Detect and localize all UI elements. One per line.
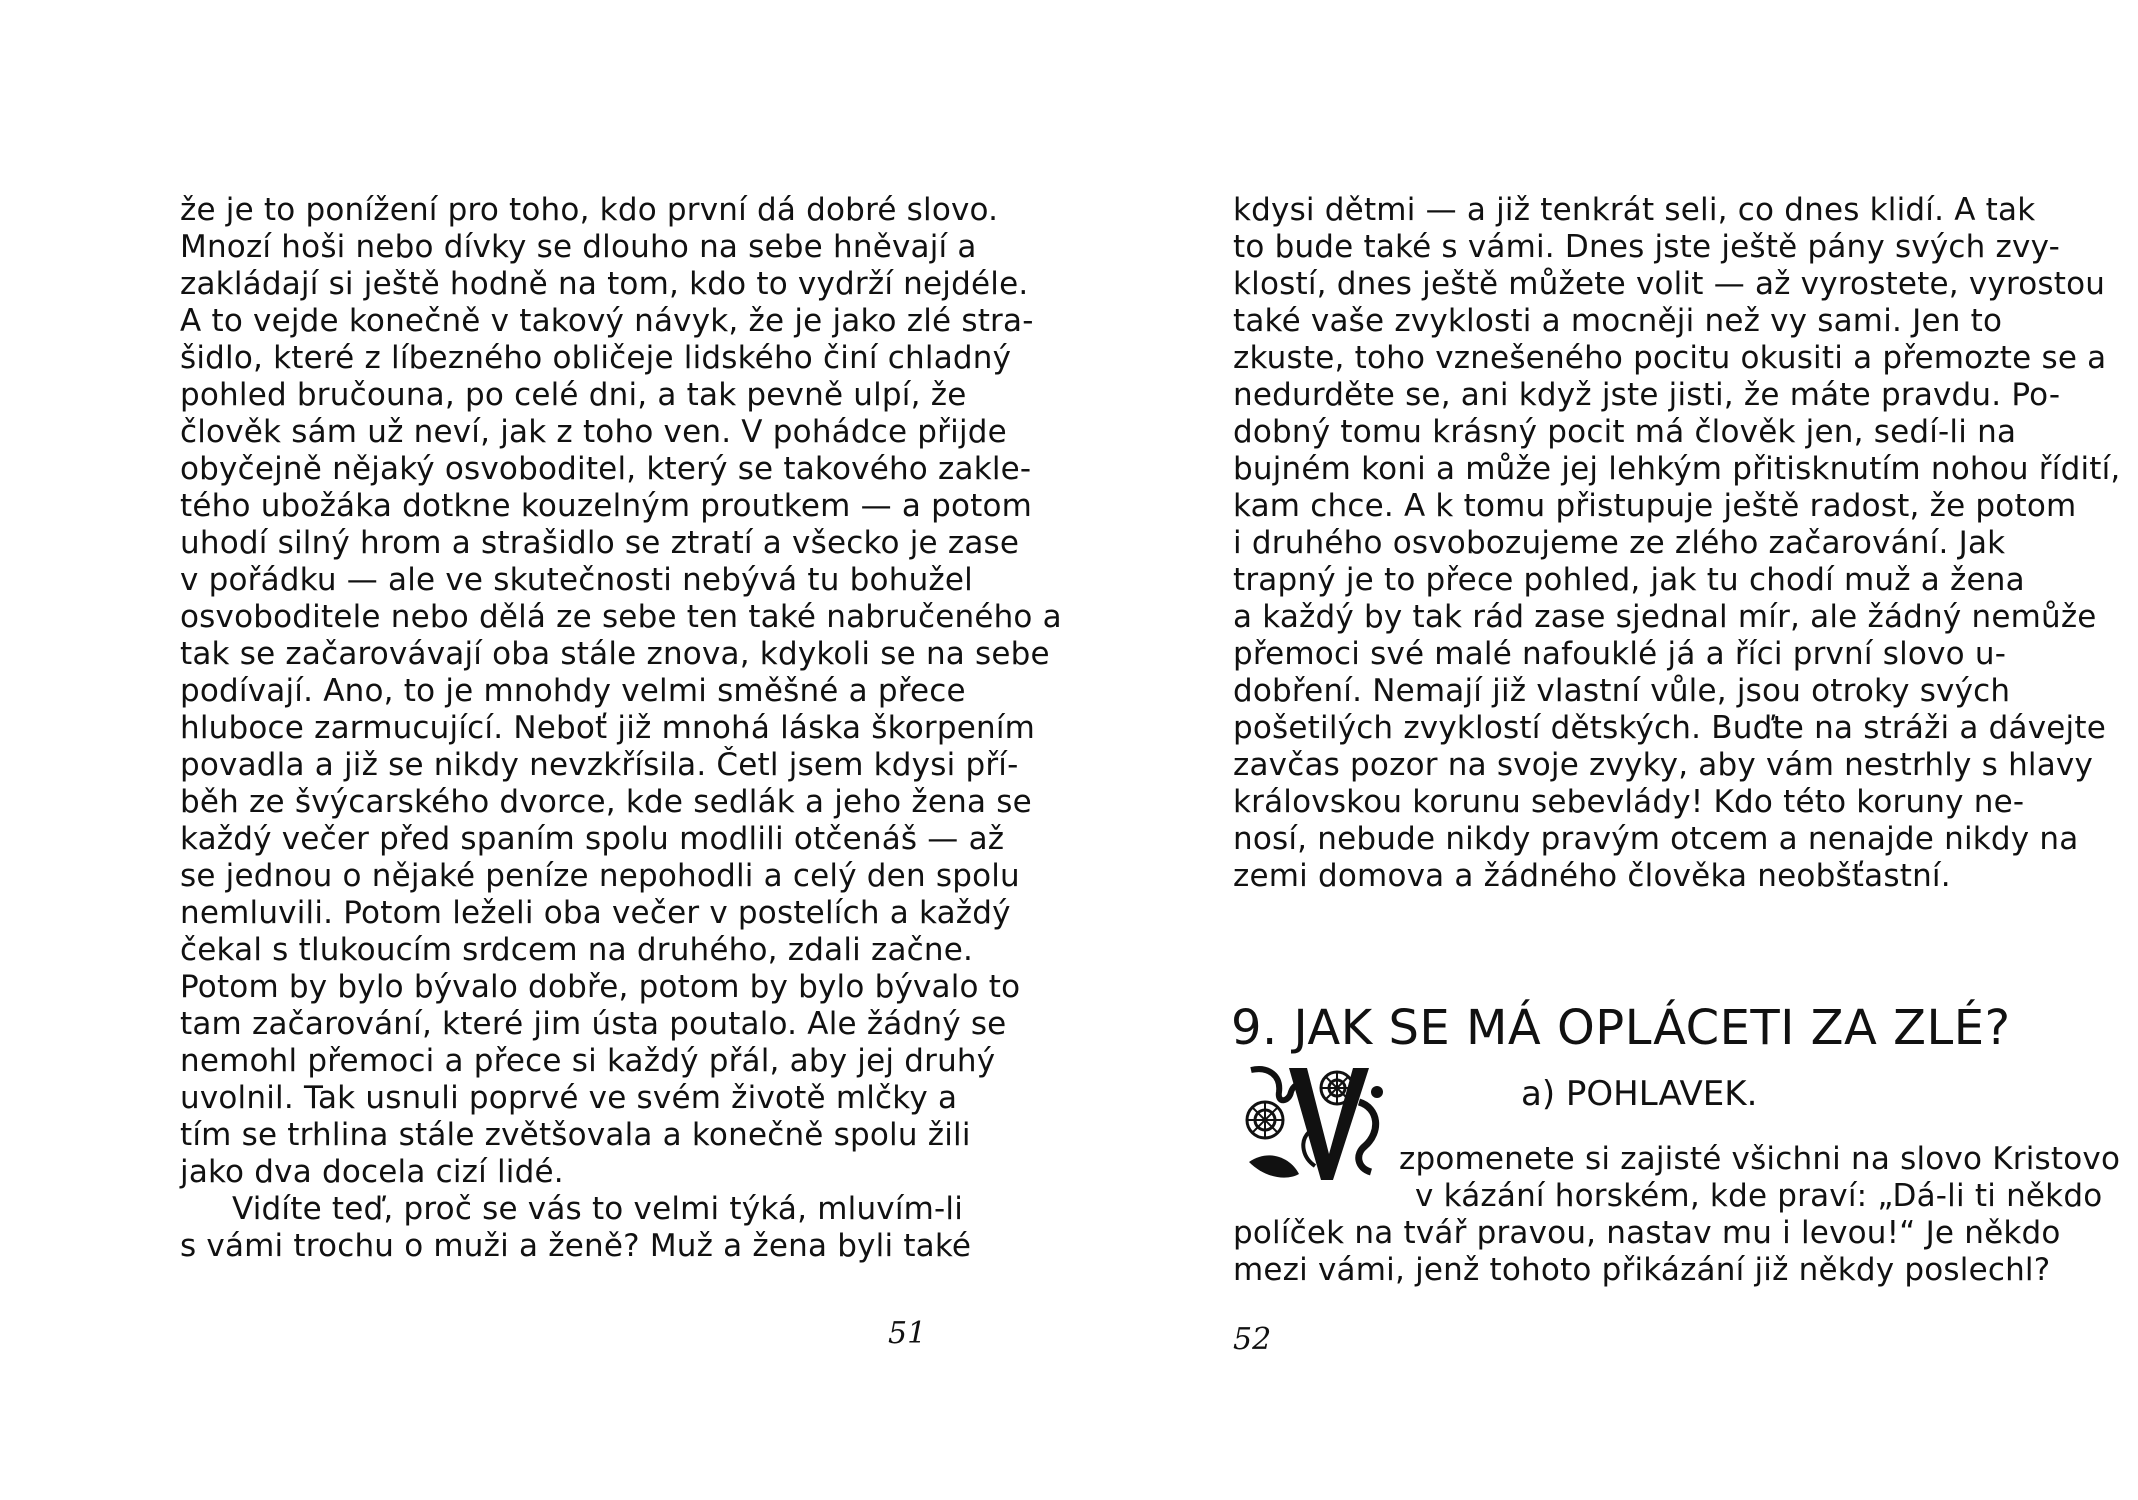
text-line: kam chce. A k tomu přistupuje ještě radost, že potom (1233, 488, 2077, 524)
text-line: v kázání horském, kde praví: „Dá-li ti někdo (1415, 1178, 2103, 1214)
text-line: jako dva docela cizí lidé. (180, 1154, 564, 1190)
text-line: Mnozí hoši nebo dívky se dlouho na sebe hněvají a (180, 229, 977, 265)
text-line: také vaše zvyklosti a mocněji než vy sami. Jen to (1233, 303, 2003, 339)
text-line: dobření. Nemají již vlastní vůle, jsou otroky svých (1233, 673, 2011, 709)
text-line: A to vejde konečně v takový návyk, že je jako zlé stra- (180, 303, 1034, 339)
text-line: mezi vámi, jenž tohoto přikázání již někdy poslechl? (1233, 1252, 2051, 1288)
text-line: a každý by tak rád zase sjednal mír, ale žádný nemůže (1233, 599, 2097, 635)
text-line: to bude také s vámi. Dnes jste ještě pány svých zvy- (1233, 229, 2060, 265)
text-line: nemohl přemoci a přece si každý přál, aby jej druhý (180, 1043, 996, 1079)
text-line: v pořádku — ale ve skutečnosti nebývá tu bohužel (180, 562, 973, 598)
text-line: klostí, dnes ještě můžete volit — až vyrostete, vyrostou (1233, 266, 2106, 302)
text-line: běh ze švýcarského dvorce, kde sedlák a jeho žena se (180, 784, 1032, 820)
text-line: zakládají si ještě hodně na tom, kdo to vydrží nejdéle. (180, 266, 1029, 302)
right-page (1069, 0, 2138, 1500)
text-line: hluboce zarmucující. Neboť již mnohá láska škorpením (180, 710, 1036, 746)
text-line: kdysi dětmi — a již tenkrát seli, co dnes klidí. A tak (1233, 192, 2036, 228)
text-line: uvolnil. Tak usnuli poprvé ve svém životě mlčky a (180, 1080, 958, 1116)
text-line: s vámi trochu o muži a ženě? Muž a žena byli také (180, 1228, 972, 1264)
text-line: zpomenete si zajisté všichni na slovo Kristovo (1399, 1141, 2121, 1177)
page-number: 52 (1233, 1322, 1272, 1357)
text-line: nedurděte se, ani když jste jisti, že máte pravdu. Po- (1233, 377, 2061, 413)
page-number: 51 (888, 1316, 927, 1351)
text-line: políček na tvář pravou, nastav mu i levou!“ Je někdo (1233, 1215, 2061, 1251)
text-line: přemoci své malé nafouklé já a říci první slovo u- (1233, 636, 2007, 672)
text-line: dobný tomu krásný pocit má člověk jen, sedí-li na (1233, 414, 2017, 450)
text-line: obyčejně nějaký osvoboditel, který se takového zakle- (180, 451, 1032, 487)
chapter-title: 9. JAK SE MÁ OPLÁCETI ZA ZLÉ? (1231, 1000, 2011, 1056)
text-line: nemluvili. Potom leželi oba večer v postelích a každý (180, 895, 1011, 931)
text-line: zkuste, toho vznešeného pocitu okusiti a přemozte se a (1233, 340, 2107, 376)
text-line: povadla a již se nikdy nevzkřísila. Četl jsem kdysi pří- (180, 747, 1019, 783)
text-line: člověk sám už neví, jak z toho ven. V pohádce přijde (180, 414, 1007, 450)
text-line: zavčas pozor na svoje zvyky, aby vám nestrhly s hlavy (1233, 747, 2094, 783)
text-line: Potom by bylo bývalo dobře, potom by bylo bývalo to (180, 969, 1021, 1005)
text-line: pohled bručouna, po celé dni, a tak pevně ulpí, že (180, 377, 967, 413)
text-line: každý večer před spaním spolu modlili otčenáš — až (180, 821, 1005, 857)
text-line: se jednou o nějaké peníze nepohodli a celý den spolu (180, 858, 1020, 894)
text-line: tam začarování, které jim ústa poutalo. Ale žádný se (180, 1006, 1007, 1042)
text-line: osvoboditele nebo dělá ze sebe ten také nabručeného a (180, 599, 1062, 635)
text-line: tak se začarovávají oba stále znova, kdykoli se na sebe (180, 636, 1050, 672)
text-line: že je to ponížení pro toho, kdo první dá dobré slovo. (180, 192, 999, 228)
text-line: zemi domova a žádného člověka neobšťastní. (1233, 858, 1951, 894)
text-line: čekal s tlukoucím srdcem na druhého, zdali začne. (180, 932, 974, 968)
text-line: nosí, nebude nikdy pravým otcem a nenajde nikdy na (1233, 821, 2079, 857)
text-line: i druhého osvobozujeme ze zlého začarování. Jak (1233, 525, 2006, 561)
text-line: podívají. Ano, to je mnohdy velmi směšné a přece (180, 673, 966, 709)
text-line: tého ubožáka dotkne kouzelným proutkem — a potom (180, 488, 1033, 524)
text-line: šidlo, které z líbezného obličeje lidského činí chladný (180, 340, 1012, 376)
text-line: tím se trhlina stále zvětšovala a konečně spolu žili (180, 1117, 971, 1153)
text-line: Vidíte teď, proč se vás to velmi týká, mluvím-li (232, 1191, 964, 1227)
text-line: trapný je to přece pohled, jak tu chodí muž a žena (1233, 562, 2025, 598)
text-line: královskou korunu sebevlády! Kdo této koruny ne- (1233, 784, 2025, 820)
text-line: uhodí silný hrom a strašidlo se ztratí a všecko je zase (180, 525, 1020, 561)
text-line: bujném koni a může jej lehkým přitisknutím nohou řídití, (1233, 451, 2121, 487)
section-subheading: a) POHLAVEK. (1521, 1074, 1758, 1114)
text-line: pošetilých zvyklostí dětských. Buďte na stráži a dávejte (1233, 710, 2106, 746)
dropcap-icon (1229, 1062, 1399, 1192)
